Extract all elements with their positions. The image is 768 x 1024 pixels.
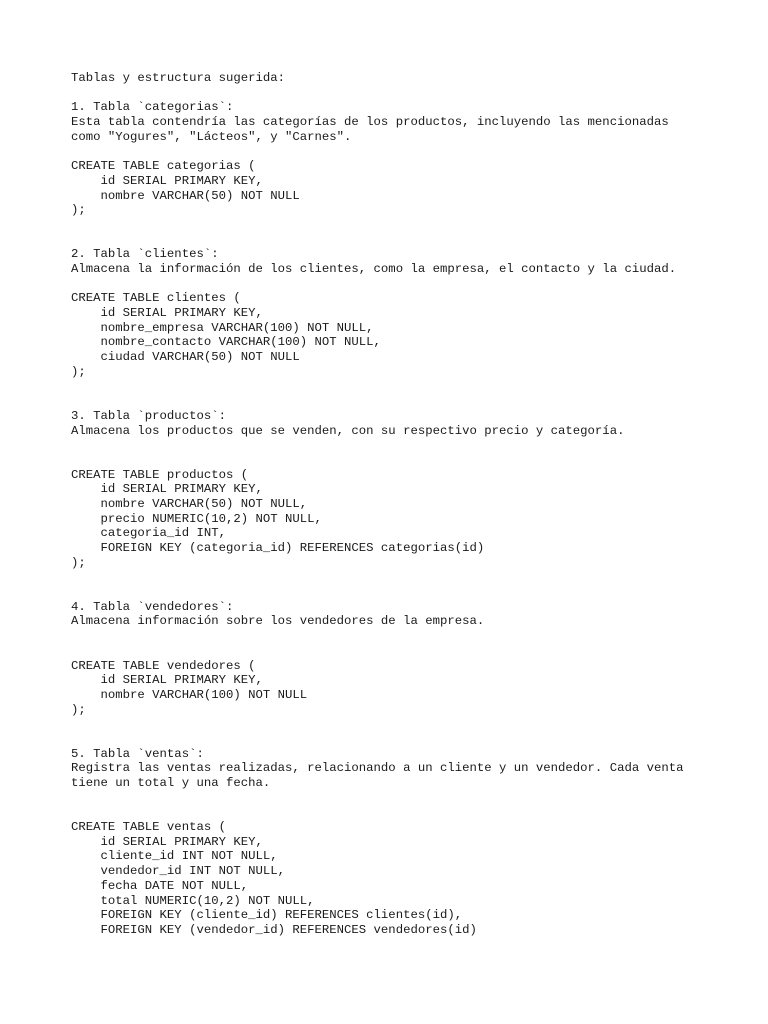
text-line: Almacena la información de los clientes, como la empresa, el contacto y la ciudad. <box>71 261 677 276</box>
text-line: CREATE TABLE vendedores ( <box>71 658 256 673</box>
text-line: ); <box>71 364 86 379</box>
text-line: id SERIAL PRIMARY KEY, <box>71 173 263 188</box>
text-line: 3. Tabla `productos`: <box>71 408 226 423</box>
text-line: Almacena información sobre los vendedores de la empresa. <box>71 614 485 629</box>
text-line: nombre VARCHAR(50) NOT NULL, <box>71 496 308 511</box>
text-line: Esta tabla contendría las categorías de los productos, incluyendo las mencionadas <box>71 115 669 130</box>
text-line: total NUMERIC(10,2) NOT NULL, <box>71 893 315 908</box>
text-line: FOREIGN KEY (vendedor_id) REFERENCES vendedores(id) <box>71 922 477 937</box>
text-line: nombre VARCHAR(100) NOT NULL <box>71 687 308 702</box>
text-line: fecha DATE NOT NULL, <box>71 878 249 893</box>
text-line: id SERIAL PRIMARY KEY, <box>71 306 263 320</box>
blank-line <box>71 732 731 747</box>
text-line: categoria_id INT, <box>71 526 226 541</box>
text-line: id SERIAL PRIMARY KEY, <box>71 834 263 849</box>
text-line: id SERIAL PRIMARY KEY, <box>71 482 263 497</box>
blank-line <box>71 379 731 394</box>
text-line: CREATE TABLE clientes ( <box>71 291 241 306</box>
text-line: 1. Tabla `categorias`: <box>71 100 234 115</box>
text-line: 5. Tabla `ventas`: <box>71 746 204 761</box>
text-line: como "Yogures", "Lácteos", y "Carnes". <box>71 129 352 144</box>
document-page <box>71 71 731 938</box>
blank-line <box>71 717 731 732</box>
text-line: Registra las ventas realizadas, relacionando a un cliente y un vendedor. Cada venta <box>71 761 684 776</box>
text-line: nombre_contacto VARCHAR(100) NOT NULL, <box>71 335 381 350</box>
text-line: ); <box>71 203 86 218</box>
text-line: FOREIGN KEY (categoria_id) REFERENCES categorias(id) <box>71 541 485 555</box>
blank-line <box>71 629 731 644</box>
text-line: nombre_empresa VARCHAR(100) NOT NULL, <box>71 320 374 335</box>
text-line: FOREIGN KEY (cliente_id) REFERENCES clientes(id), <box>71 908 463 923</box>
text-line: vendedor_id INT NOT NULL, <box>71 864 286 879</box>
text-line: CREATE TABLE categorias ( <box>71 159 256 174</box>
text-line: precio NUMERIC(10,2) NOT NULL, <box>71 511 322 526</box>
blank-line <box>71 644 731 659</box>
text-line: id SERIAL PRIMARY KEY, <box>71 673 263 688</box>
blank-line <box>71 805 731 820</box>
text-line: CREATE TABLE productos ( <box>71 467 249 482</box>
blank-line <box>71 233 731 248</box>
text-line: Tablas y estructura sugerida: <box>71 71 286 85</box>
blank-line <box>71 570 731 585</box>
text-line: nombre VARCHAR(50) NOT NULL <box>71 188 300 203</box>
text-line: ); <box>71 555 86 570</box>
blank-line <box>71 144 731 159</box>
text-line: tiene un total y una fecha. <box>71 776 271 790</box>
blank-line <box>71 394 731 409</box>
blank-line <box>71 585 731 600</box>
text-line: cliente_id INT NOT NULL, <box>71 849 278 864</box>
text-line: ); <box>71 702 86 717</box>
text-line: Almacena los productos que se venden, con su respectivo precio y categoría. <box>71 423 625 438</box>
text-line: 4. Tabla `vendedores`: <box>71 599 234 614</box>
text-line: 2. Tabla `clientes`: <box>71 247 219 262</box>
text-line: ciudad VARCHAR(50) NOT NULL <box>71 350 300 365</box>
blank-line <box>71 218 731 233</box>
blank-line <box>71 453 731 468</box>
blank-line <box>71 86 731 101</box>
text-line: CREATE TABLE ventas ( <box>71 820 226 835</box>
blank-line <box>71 277 731 292</box>
blank-line <box>71 438 731 453</box>
blank-line <box>71 791 731 806</box>
